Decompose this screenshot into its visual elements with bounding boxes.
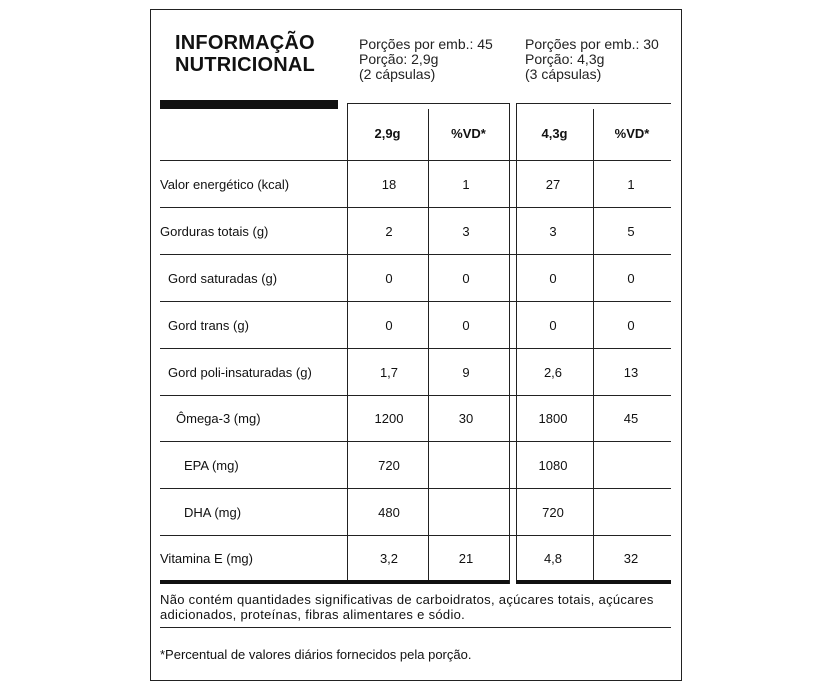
cell-a-amount: 0 [385, 271, 393, 286]
row-separator [160, 254, 671, 255]
row-label-omega3: Ômega-3 (mg) [176, 411, 261, 426]
row-label-polyunsaturated-fat: Gord poli-insaturadas (g) [168, 365, 312, 380]
col-b-amount-header: 4,3g [541, 126, 568, 141]
serving-info-b [525, 37, 659, 82]
cell-b-amount: 720 [542, 505, 564, 520]
serving-size-a: Porção: 2,9g [359, 51, 439, 67]
group-b-top-line [516, 103, 671, 104]
title-line-2: NUTRICIONAL [175, 54, 315, 76]
row-label-epa: EPA (mg) [184, 458, 239, 473]
table-bottom-bar-b [516, 580, 671, 584]
cell-a-vd: 30 [458, 411, 474, 426]
cell-a-amount: 3,2 [379, 551, 399, 566]
cell-a-vd: 0 [462, 318, 470, 333]
cell-b-amount: 4,8 [543, 551, 563, 566]
row-label-trans-fat: Gord trans (g) [168, 318, 249, 333]
title-line-1: INFORMAÇÃO [175, 32, 315, 54]
cell-b-amount: 27 [545, 177, 561, 192]
title-thick-bar [160, 100, 338, 109]
row-separator [160, 535, 671, 536]
cell-a-amount: 0 [385, 318, 393, 333]
cell-a-vd: 0 [462, 271, 470, 286]
cell-a-vd: 1 [462, 177, 470, 192]
cell-b-vd: 5 [627, 224, 635, 239]
capsules-b: (3 cápsulas) [525, 66, 602, 82]
col-a-amount-header: 2,9g [374, 126, 401, 141]
cell-a-amount: 480 [378, 505, 400, 520]
row-label-saturated-fat: Gord saturadas (g) [168, 271, 278, 286]
row-separator [160, 441, 671, 442]
serving-info-a [359, 37, 493, 82]
cell-b-amount: 2,6 [543, 365, 563, 380]
row-separator [160, 160, 671, 161]
cell-b-vd: 45 [623, 411, 639, 426]
cell-a-amount: 18 [381, 177, 397, 192]
row-label-vitamin-e: Vitamina E (mg) [160, 551, 253, 566]
divider-a-end [509, 103, 510, 584]
nutrition-title [175, 32, 315, 76]
cell-b-amount: 0 [549, 271, 557, 286]
cell-b-amount: 3 [549, 224, 557, 239]
footnote-separator [160, 627, 671, 628]
cell-a-vd: 3 [462, 224, 470, 239]
cell-a-amount: 2 [385, 224, 393, 239]
row-label-dha: DHA (mg) [184, 505, 242, 520]
servings-per-package-b: Porções por emb.: 30 [525, 36, 659, 52]
footnote-percent-dv: *Percentual de valores diários fornecidos pela porção. [160, 647, 472, 662]
cell-b-vd: 13 [623, 365, 639, 380]
row-label-energy: Valor energético (kcal) [160, 177, 290, 192]
table-bottom-bar-a [160, 580, 509, 584]
group-a-top-line [347, 103, 509, 104]
capsules-a: (2 cápsulas) [359, 66, 436, 82]
cell-b-amount: 1080 [538, 458, 568, 473]
row-separator [160, 488, 671, 489]
serving-size-b: Porção: 4,3g [525, 51, 605, 67]
col-a-vd-header: %VD* [451, 126, 486, 141]
cell-b-vd: 0 [627, 318, 635, 333]
cell-b-vd: 0 [627, 271, 635, 286]
cell-a-amount: 720 [378, 458, 400, 473]
cell-b-amount: 1800 [538, 411, 568, 426]
cell-a-vd: 21 [458, 551, 474, 566]
cell-b-vd: 32 [623, 551, 639, 566]
row-separator [160, 395, 671, 396]
col-b-vd-header: %VD* [614, 126, 650, 141]
row-separator [160, 348, 671, 349]
cell-b-amount: 0 [549, 318, 557, 333]
cell-a-vd: 9 [462, 365, 470, 380]
footnote-not-significant: Não contém quantidades significativas de carboidratos, açúcares totais, açúcares adicionados, proteínas, fibras alimentares e sódio. [160, 592, 654, 622]
cell-a-amount: 1200 [374, 411, 404, 426]
row-label-total-fat: Gorduras totais (g) [160, 224, 269, 239]
row-separator [160, 301, 671, 302]
row-separator [160, 207, 671, 208]
cell-a-amount: 1,7 [379, 365, 399, 380]
cell-b-vd: 1 [627, 177, 635, 192]
servings-per-package-a: Porções por emb.: 45 [359, 36, 493, 52]
